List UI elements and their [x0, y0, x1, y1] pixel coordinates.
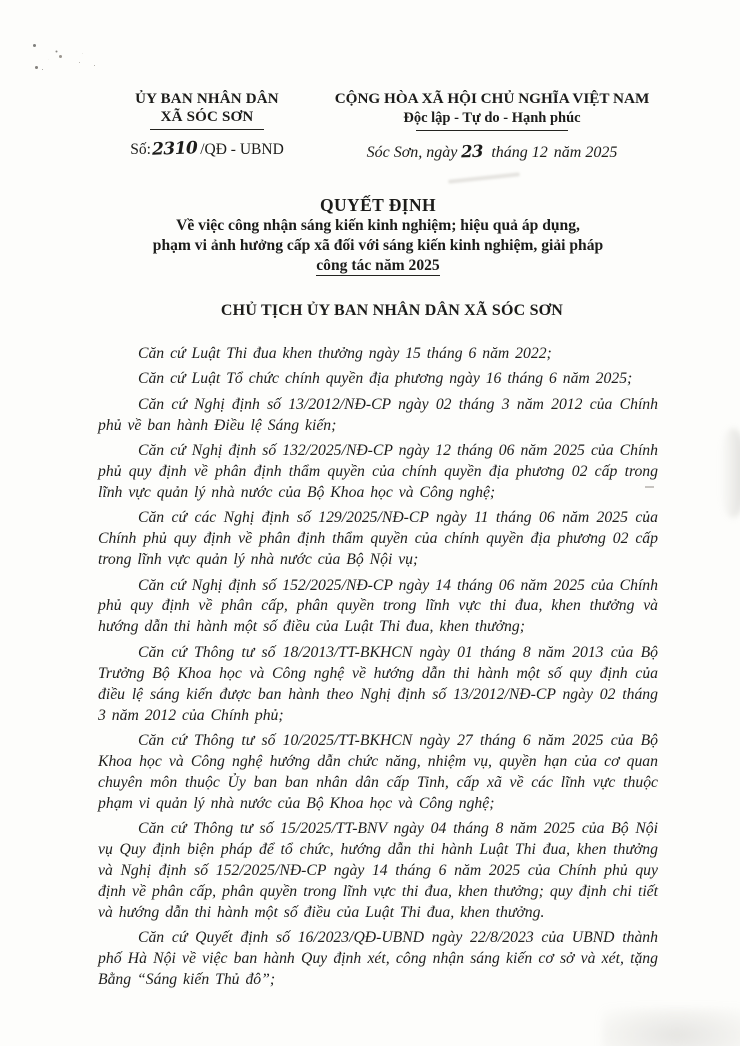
- date-month: tháng 12: [491, 144, 548, 161]
- legal-basis-paragraph-7: Căn cứ Thông tư số 18/2013/TT-BKHCN ngày 01 tháng 8 năm 2013 của Bộ Trưởng Bộ Khoa học và Công nghệ về hướng dẫn thi hành một số quy định của điều lệ sáng kiến được ban hành theo Nghị định số 13/2012/NĐ-CP ngày 02 tháng 3 năm 2012 của Chính phủ;: [98, 643, 658, 724]
- place-date-line: [318, 142, 666, 162]
- national-name-line: CỘNG HÒA XÃ HỘI CHỦ NGHĨA VIỆT NAM: [334, 90, 650, 107]
- scan-corner-shadow: [602, 1008, 740, 1046]
- legal-basis-paragraph-10: Căn cứ Quyết định số 16/2023/QĐ-UBND ngày 22/8/2023 của UBND thành phố Hà Nội về việc ban hành Quy định xét, công nhận sáng kiến cơ sở và xét, tặng Bằng “Sáng kiến Thủ đô”;: [98, 929, 658, 988]
- document-subtitle-line2: phạm vi ảnh hưởng cấp xã đối với sáng kiến kinh nghiệm, giải pháp: [152, 237, 604, 254]
- document-subtitle-line3-wrap: [94, 256, 662, 276]
- legal-basis-paragraph-5: Căn cứ các Nghị định số 129/2025/NĐ-CP ngày 11 tháng 06 năm 2025 của Chính phủ quy định về phân định thẩm quyền của chính quyền địa phương 02 cấp trong lĩnh vực quản lý nhà nước của Bộ Nội vụ;: [98, 509, 658, 569]
- legal-basis-paragraph-3: Căn cứ Nghị định số 13/2012/NĐ-CP ngày 02 tháng 3 năm 2012 của Chính phủ về ban hành Điều lệ Sáng kiến;: [98, 395, 658, 434]
- document-body: [98, 344, 658, 995]
- scan-speck-cluster: [33, 44, 36, 47]
- document-number-suffix: /QĐ - UBND: [200, 141, 284, 158]
- issuing-authority-block: [96, 90, 318, 159]
- issuing-authority-commune: XÃ SÓC SƠN: [160, 109, 254, 125]
- legal-basis-paragraph-1: Căn cứ Luật Thi đua khen thưởng ngày 15 tháng 6 năm 2022;: [138, 345, 552, 362]
- date-year: năm 2025: [553, 144, 618, 161]
- document-number-label: Số:: [130, 141, 151, 158]
- document-number-handwritten: 2310: [151, 138, 198, 160]
- header-left-rule: [150, 129, 264, 130]
- legal-basis-paragraph-8: Căn cứ Thông tư số 10/2025/TT-BKHCN ngày 27 tháng 6 năm 2025 của Bộ Khoa học và Công nghệ hướng dẫn chức năng, nhiệm vụ, quyền hạn của cơ quan chuyên môn thuộc Ủy ban ban nhân dân cấp Tinh, cấp xã về các lĩnh vực thuộc phạm vi quản lý nhà nước của Bộ Khoa học và Công nghệ;: [98, 731, 658, 812]
- legal-basis-paragraph-9: Căn cứ Thông tư số 15/2025/TT-BNV ngày 04 tháng 8 năm 2025 của Bộ Nội vụ Quy định biện pháp để tổ chức, hướng dẫn thi hành Luật Thi đua, khen thưởng và Nghị định số 152/2025/NĐ-CP ngày 14 tháng 6 năm 2025 của Chính phủ quy định về phân cấp, phân quyền trong lĩnh vực thi đua, khen thưởng; quy định chi tiết và hướng dẫn thi hành một số điều của Luật Thi đua, khen thưởng.: [98, 820, 658, 921]
- document-subtitle-line1: Về việc công nhận sáng kiến kinh nghiệm; hiệu quả áp dụng,: [176, 217, 580, 234]
- title-block: [94, 195, 662, 276]
- legal-basis-paragraph-4: Căn cứ Nghị định số 132/2025/NĐ-CP ngày 12 tháng 06 năm 2025 của Chính phủ quy định về phân định thẩm quyền của chính quyền địa phương 02 cấp trong lĩnh vực quản lý nhà nước của Bộ Khoa học và Công nghệ;: [98, 442, 658, 501]
- legal-basis-paragraph-2: Căn cứ Luật Tổ chức chính quyền địa phương ngày 16 tháng 6 năm 2025;: [138, 370, 633, 388]
- legal-basis-paragraph-6: Căn cứ Nghị định số 152/2025/NĐ-CP ngày 14 tháng 06 năm 2025 của Chính phủ quy định về phân cấp, phân quyền trong lĩnh vực thi đua, khen thưởng và hướng dẫn thi hành một số điều của Luật Thi đua, khen thưởng;: [98, 576, 658, 636]
- date-day-handwritten: 23: [461, 141, 484, 162]
- document-number: [96, 139, 318, 159]
- document-title: QUYẾT ĐỊNH: [320, 195, 436, 215]
- issuing-authority-name: ỦY BAN NHÂN DÂN: [135, 91, 279, 107]
- scan-smudge: [448, 172, 520, 184]
- document-subtitle-line3: công tác năm 2025: [316, 257, 440, 274]
- header-right-rule: [416, 130, 568, 131]
- scan-edge-streak: [720, 428, 740, 518]
- national-motto-block: [318, 90, 666, 162]
- national-motto-line: Độc lập - Tự do - Hạnh phúc: [403, 110, 581, 126]
- authority-heading: CHỦ TỊCH ỦY BAN NHÂN DÂN XÃ SÓC SƠN: [220, 302, 564, 319]
- date-prefix: Sóc Sơn, ngày: [366, 144, 458, 161]
